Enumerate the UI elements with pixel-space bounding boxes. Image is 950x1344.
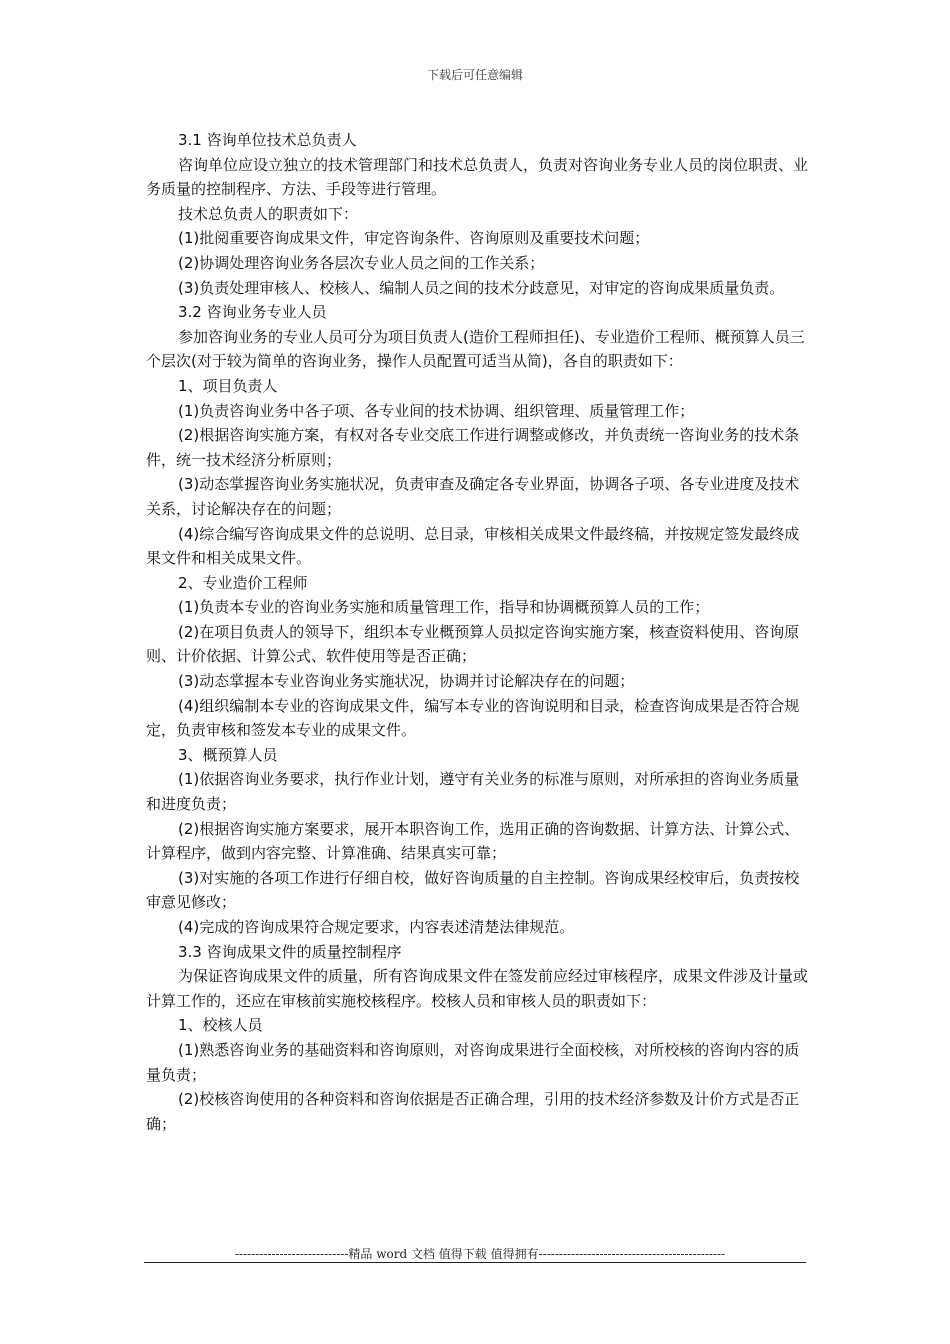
paragraph: 技术总负责人的职责如下： xyxy=(178,204,359,223)
page-footer: ----------------------------精品 word 文档 值得下载 值得拥有---------------------------------------------- xyxy=(234,1247,726,1261)
paragraph: 参加咨询业务的专业人员可分为项目负责人(造价工程师担任)、专业造价工程师、概预算人员三个层次(对于较为简单的咨询业务，操作人员配置可适当从简)，各自的职责如下： xyxy=(146,327,805,371)
paragraph: 咨询单位应设立独立的技术管理部门和技术总负责人，负责对咨询业务专业人员的岗位职责、业务质量的控制程序、方法、手段等进行管理。 xyxy=(146,155,809,199)
footer-divider xyxy=(144,1262,806,1263)
list-item: (1)负责咨询业务中各子项、各专业间的技术协调、组织管理、质量管理工作； xyxy=(178,401,695,420)
document-body xyxy=(146,128,814,1136)
list-item: (1)负责本专业的咨询业务实施和质量管理工作，指导和协调概预算人员的工作； xyxy=(178,598,710,617)
list-item: (4)完成的咨询成果符合规定要求，内容表述清楚法律规范。 xyxy=(178,918,575,936)
list-item: (2)校核咨询使用的各种资料和咨询依据是否正确合理，引用的技术经济参数及计价方式是否正确； xyxy=(146,1090,800,1133)
list-item: (4)组织编制本专业的咨询成果文件，编写本专业的咨询说明和目录，检查咨询成果是否符合规定，负责审核和签发本专业的成果文件。 xyxy=(146,696,800,740)
list-item: (3)对实施的各项工作进行仔细自校，做好咨询质量的自主控制。咨询成果经校审后，负责按校审意见修改； xyxy=(146,868,800,912)
list-item: (1)批阅重要咨询成果文件，审定咨询条件、咨询原则及重要技术问题； xyxy=(178,229,650,248)
list-item: (3)动态掌握本专业咨询业务实施状况，协调并讨论解决存在的问题； xyxy=(178,672,635,691)
list-item: (3)负责处理审核人、校核人、编制人员之间的技术分歧意见，对审定的咨询成果质量负责。 xyxy=(178,278,785,297)
section-heading: 3.2 咨询业务专业人员 xyxy=(178,303,327,322)
subsection-heading: 3、概预算人员 xyxy=(178,745,278,764)
list-item: (1)依据咨询业务要求，执行作业计划，遵守有关业务的标准与原则，对所承担的咨询业务质量和进度负责； xyxy=(146,770,800,814)
page-header: 下载后可任意编辑 xyxy=(426,68,523,82)
subsection-heading: 2、专业造价工程师 xyxy=(178,573,308,592)
list-item: (2)根据咨询实施方案要求，展开本职咨询工作，选用正确的咨询数据、计算方法、计算公式、计算程序，做到内容完整、计算准确、结果真实可靠； xyxy=(146,819,800,863)
paragraph: 为保证咨询成果文件的质量，所有咨询成果文件在签发前应经过审核程序，成果文件涉及计量或计算工作的，还应在审核前实施校核程序。校核人员和审核人员的职责如下： xyxy=(146,967,809,1010)
section-heading: 3.3 咨询成果文件的质量控制程序 xyxy=(178,942,402,961)
list-item: (4)综合编写咨询成果文件的总说明、总目录，审核相关成果文件最终稿，并按规定签发最终成果文件和相关成果文件。 xyxy=(146,524,800,568)
subsection-heading: 1、项目负责人 xyxy=(178,376,278,395)
list-item: (3)动态掌握咨询业务实施状况，负责审查及确定各专业界面，协调各子项、各专业进度及技术关系，讨论解决存在的问题； xyxy=(146,475,800,518)
list-item: (2)根据咨询实施方案，有权对各专业交底工作进行调整或修改，并负责统一咨询业务的技术条件，统一技术经济分析原则； xyxy=(146,426,800,469)
section-heading: 3.1 咨询单位技术总负责人 xyxy=(178,131,357,149)
list-item: (1)熟悉咨询业务的基础资料和咨询原则，对咨询成果进行全面校核，对所校核的咨询内容的质量负责； xyxy=(146,1040,800,1084)
list-item: (2)协调处理咨询业务各层次专业人员之间的工作关系； xyxy=(178,253,545,272)
subsection-heading: 1、校核人员 xyxy=(178,1016,263,1035)
list-item: (2)在项目负责人的领导下，组织本专业概预算人员拟定咨询实施方案，核查资料使用、咨询原则、计价依据、计算公式、软件使用等是否正确； xyxy=(146,622,800,666)
